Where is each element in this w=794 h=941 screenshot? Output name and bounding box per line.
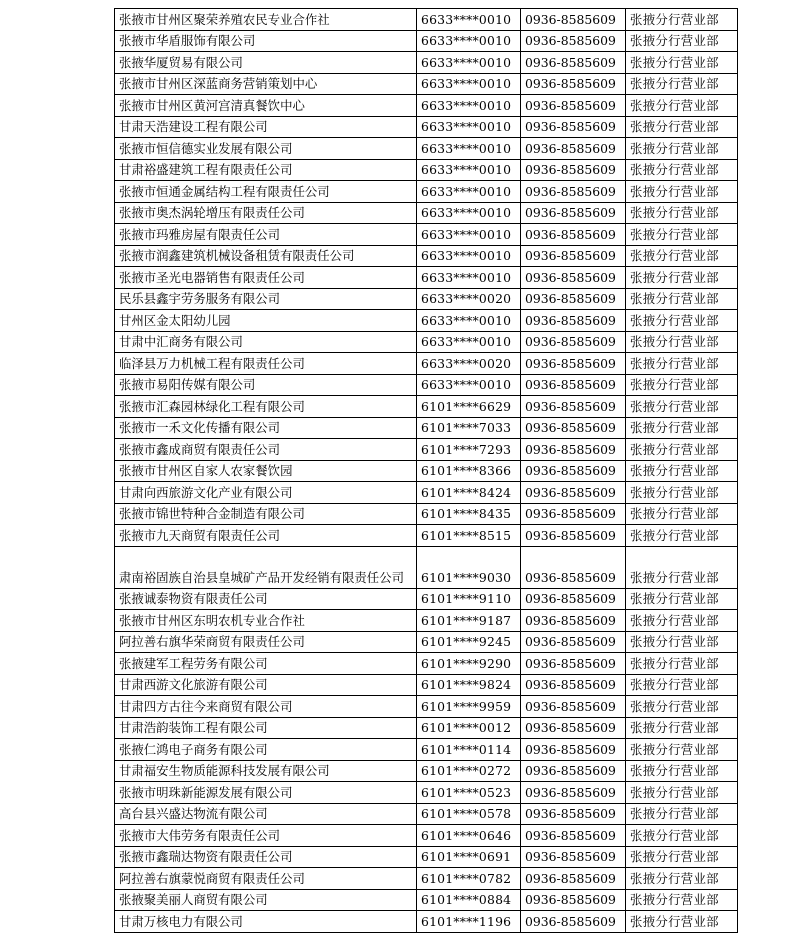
- company-name-cell: 张掖市甘州区东明农机专业合作社: [115, 610, 417, 632]
- branch-name-cell: 张掖分行营业部: [626, 331, 738, 353]
- table-row: [115, 717, 738, 739]
- account-number-cell: 6101****0272: [417, 760, 521, 782]
- company-name-cell: 张掖市大伟劳务有限责任公司: [115, 825, 417, 847]
- table-row: [115, 95, 738, 117]
- company-name-cell: 民乐县鑫宇劳务服务有限公司: [115, 288, 417, 310]
- branch-name-cell: 张掖分行营业部: [626, 610, 738, 632]
- table-row: [115, 439, 738, 461]
- phone-number-cell: 0936-8585609: [521, 224, 626, 246]
- branch-name-cell: 张掖分行营业部: [626, 482, 738, 504]
- company-name-cell: 甘州区金太阳幼儿园: [115, 310, 417, 332]
- company-name-cell: 张掖市恒通金属结构工程有限责任公司: [115, 181, 417, 203]
- branch-name-cell: 张掖分行营业部: [626, 760, 738, 782]
- phone-number-cell: 0936-8585609: [521, 760, 626, 782]
- account-number-cell: 6633****0010: [417, 30, 521, 52]
- branch-name-cell: 张掖分行营业部: [626, 653, 738, 675]
- branch-name-cell: 张掖分行营业部: [626, 825, 738, 847]
- branch-name-cell: 张掖分行营业部: [626, 631, 738, 653]
- company-name-cell: 甘肃浩韵装饰工程有限公司: [115, 717, 417, 739]
- account-number-cell: 6633****0010: [417, 374, 521, 396]
- phone-number-cell: 0936-8585609: [521, 9, 626, 31]
- table-row: [115, 181, 738, 203]
- company-name-cell: 张掖华厦贸易有限公司: [115, 52, 417, 74]
- company-name-cell: 张掖市汇森园林绿化工程有限公司: [115, 396, 417, 418]
- table-row: [115, 653, 738, 675]
- branch-name-cell: 张掖分行营业部: [626, 674, 738, 696]
- phone-number-cell: 0936-8585609: [521, 803, 626, 825]
- account-number-cell: 6633****0010: [417, 138, 521, 160]
- table-row: [115, 610, 738, 632]
- phone-number-cell: 0936-8585609: [521, 696, 626, 718]
- account-number-cell: 6101****8424: [417, 482, 521, 504]
- table-row: [115, 825, 738, 847]
- phone-number-cell: 0936-8585609: [521, 739, 626, 761]
- company-name-cell: 张掖市易阳传媒有限公司: [115, 374, 417, 396]
- account-number-cell: 6633****0010: [417, 267, 521, 289]
- account-number-cell: 6101****8435: [417, 503, 521, 525]
- phone-number-cell: 0936-8585609: [521, 631, 626, 653]
- table-row: [115, 374, 738, 396]
- account-number-cell: 6633****0010: [417, 9, 521, 31]
- table-row: [115, 52, 738, 74]
- table-row: [115, 9, 738, 31]
- account-number-cell: 6101****0523: [417, 782, 521, 804]
- company-name-cell: 甘肃福安生物质能源科技发展有限公司: [115, 760, 417, 782]
- account-number-cell: 6101****1196: [417, 911, 521, 933]
- branch-name-cell: 张掖分行营业部: [626, 116, 738, 138]
- table-row: [115, 889, 738, 911]
- company-name-cell: 张掖市鑫成商贸有限责任公司: [115, 439, 417, 461]
- branch-name-cell: 张掖分行营业部: [626, 310, 738, 332]
- account-number-cell: 6101****9290: [417, 653, 521, 675]
- company-name-cell: 甘肃向西旅游文化产业有限公司: [115, 482, 417, 504]
- company-name-cell: 张掖市甘州区黄河宫清真餐饮中心: [115, 95, 417, 117]
- table-row: [115, 138, 738, 160]
- account-number-cell: 6101****9824: [417, 674, 521, 696]
- phone-number-cell: 0936-8585609: [521, 439, 626, 461]
- table-row: [115, 482, 738, 504]
- company-account-table: [114, 8, 738, 933]
- table-row: [115, 159, 738, 181]
- account-number-cell: 6101****9030: [417, 546, 521, 588]
- table-row: [115, 30, 738, 52]
- phone-number-cell: 0936-8585609: [521, 202, 626, 224]
- branch-name-cell: 张掖分行营业部: [626, 224, 738, 246]
- company-name-cell: 甘肃西游文化旅游有限公司: [115, 674, 417, 696]
- account-number-cell: 6101****9959: [417, 696, 521, 718]
- account-number-cell: 6101****0114: [417, 739, 521, 761]
- phone-number-cell: 0936-8585609: [521, 374, 626, 396]
- phone-number-cell: 0936-8585609: [521, 846, 626, 868]
- phone-number-cell: 0936-8585609: [521, 95, 626, 117]
- account-number-cell: 6101****0884: [417, 889, 521, 911]
- branch-name-cell: 张掖分行营业部: [626, 782, 738, 804]
- phone-number-cell: 0936-8585609: [521, 653, 626, 675]
- phone-number-cell: 0936-8585609: [521, 889, 626, 911]
- branch-name-cell: 张掖分行营业部: [626, 803, 738, 825]
- account-number-cell: 6101****0646: [417, 825, 521, 847]
- account-number-cell: 6633****0010: [417, 331, 521, 353]
- branch-name-cell: 张掖分行营业部: [626, 30, 738, 52]
- branch-name-cell: 张掖分行营业部: [626, 288, 738, 310]
- account-number-cell: 6101****8515: [417, 525, 521, 547]
- account-number-cell: 6633****0020: [417, 288, 521, 310]
- company-name-cell: 张掖市甘州区聚荣养殖农民专业合作社: [115, 9, 417, 31]
- table-row: [115, 503, 738, 525]
- phone-number-cell: 0936-8585609: [521, 30, 626, 52]
- table-row: [115, 116, 738, 138]
- account-number-cell: 6633****0010: [417, 202, 521, 224]
- phone-number-cell: 0936-8585609: [521, 267, 626, 289]
- company-name-cell: 张掖聚美丽人商贸有限公司: [115, 889, 417, 911]
- table-row: [115, 546, 738, 588]
- phone-number-cell: 0936-8585609: [521, 674, 626, 696]
- branch-name-cell: 张掖分行营业部: [626, 52, 738, 74]
- company-name-cell: 临泽县万力机械工程有限责任公司: [115, 353, 417, 375]
- phone-number-cell: 0936-8585609: [521, 159, 626, 181]
- company-name-cell: 张掖市一禾文化传播有限公司: [115, 417, 417, 439]
- phone-number-cell: 0936-8585609: [521, 417, 626, 439]
- branch-name-cell: 张掖分行营业部: [626, 546, 738, 588]
- phone-number-cell: 0936-8585609: [521, 396, 626, 418]
- branch-name-cell: 张掖分行营业部: [626, 525, 738, 547]
- branch-name-cell: 张掖分行营业部: [626, 503, 738, 525]
- phone-number-cell: 0936-8585609: [521, 138, 626, 160]
- company-name-cell: 张掖市润鑫建筑机械设备租赁有限责任公司: [115, 245, 417, 267]
- table-row: [115, 696, 738, 718]
- account-number-cell: 6101****8366: [417, 460, 521, 482]
- phone-number-cell: 0936-8585609: [521, 868, 626, 890]
- phone-number-cell: 0936-8585609: [521, 181, 626, 203]
- phone-number-cell: 0936-8585609: [521, 911, 626, 933]
- table-row: [115, 224, 738, 246]
- phone-number-cell: 0936-8585609: [521, 717, 626, 739]
- phone-number-cell: 0936-8585609: [521, 245, 626, 267]
- table-row: [115, 868, 738, 890]
- table-row: [115, 202, 738, 224]
- account-number-cell: 6633****0010: [417, 116, 521, 138]
- account-number-cell: 6101****9187: [417, 610, 521, 632]
- phone-number-cell: 0936-8585609: [521, 546, 626, 588]
- account-number-cell: 6633****0010: [417, 52, 521, 74]
- account-number-cell: 6101****6629: [417, 396, 521, 418]
- company-name-cell: 张掖市恒信德实业发展有限公司: [115, 138, 417, 160]
- account-number-cell: 6633****0020: [417, 353, 521, 375]
- account-number-cell: 6633****0010: [417, 73, 521, 95]
- phone-number-cell: 0936-8585609: [521, 460, 626, 482]
- table-row: [115, 331, 738, 353]
- branch-name-cell: 张掖分行营业部: [626, 9, 738, 31]
- branch-name-cell: 张掖分行营业部: [626, 696, 738, 718]
- phone-number-cell: 0936-8585609: [521, 353, 626, 375]
- account-number-cell: 6633****0010: [417, 95, 521, 117]
- company-name-cell: 张掖市明珠新能源发展有限公司: [115, 782, 417, 804]
- table-row: [115, 245, 738, 267]
- phone-number-cell: 0936-8585609: [521, 116, 626, 138]
- account-number-cell: 6101****0578: [417, 803, 521, 825]
- company-name-cell: 甘肃裕盛建筑工程有限责任公司: [115, 159, 417, 181]
- account-number-cell: 6101****0012: [417, 717, 521, 739]
- branch-name-cell: 张掖分行营业部: [626, 267, 738, 289]
- company-name-cell: 张掖仁鸿电子商务有限公司: [115, 739, 417, 761]
- account-number-cell: 6101****0691: [417, 846, 521, 868]
- table-row: [115, 396, 738, 418]
- table-row: [115, 782, 738, 804]
- table-row: [115, 911, 738, 933]
- branch-name-cell: 张掖分行营业部: [626, 95, 738, 117]
- phone-number-cell: 0936-8585609: [521, 610, 626, 632]
- phone-number-cell: 0936-8585609: [521, 588, 626, 610]
- branch-name-cell: 张掖分行营业部: [626, 846, 738, 868]
- table-row: [115, 674, 738, 696]
- phone-number-cell: 0936-8585609: [521, 52, 626, 74]
- account-number-cell: 6633****0010: [417, 224, 521, 246]
- table-row: [115, 760, 738, 782]
- table-row: [115, 353, 738, 375]
- phone-number-cell: 0936-8585609: [521, 525, 626, 547]
- table-row: [115, 846, 738, 868]
- company-name-cell: 阿拉善右旗蒙悦商贸有限责任公司: [115, 868, 417, 890]
- phone-number-cell: 0936-8585609: [521, 482, 626, 504]
- branch-name-cell: 张掖分行营业部: [626, 202, 738, 224]
- company-name-cell: 张掖市甘州区深蓝商务营销策划中心: [115, 73, 417, 95]
- branch-name-cell: 张掖分行营业部: [626, 439, 738, 461]
- table-row: [115, 631, 738, 653]
- company-name-cell: 张掖市甘州区自家人农家餐饮园: [115, 460, 417, 482]
- branch-name-cell: 张掖分行营业部: [626, 588, 738, 610]
- branch-name-cell: 张掖分行营业部: [626, 396, 738, 418]
- branch-name-cell: 张掖分行营业部: [626, 73, 738, 95]
- company-name-cell: 高台县兴盛达物流有限公司: [115, 803, 417, 825]
- company-name-cell: 甘肃天浩建设工程有限公司: [115, 116, 417, 138]
- account-number-cell: 6101****0782: [417, 868, 521, 890]
- phone-number-cell: 0936-8585609: [521, 310, 626, 332]
- table-row: [115, 739, 738, 761]
- company-name-cell: 甘肃万核电力有限公司: [115, 911, 417, 933]
- phone-number-cell: 0936-8585609: [521, 825, 626, 847]
- company-name-cell: 肃南裕固族自治县皇城矿产品开发经销有限责任公司: [115, 546, 417, 588]
- branch-name-cell: 张掖分行营业部: [626, 138, 738, 160]
- table-body: [115, 9, 738, 933]
- branch-name-cell: 张掖分行营业部: [626, 181, 738, 203]
- phone-number-cell: 0936-8585609: [521, 503, 626, 525]
- phone-number-cell: 0936-8585609: [521, 782, 626, 804]
- company-name-cell: 阿拉善右旗华荣商贸有限责任公司: [115, 631, 417, 653]
- branch-name-cell: 张掖分行营业部: [626, 911, 738, 933]
- company-name-cell: 张掖市华盾服饰有限公司: [115, 30, 417, 52]
- branch-name-cell: 张掖分行营业部: [626, 417, 738, 439]
- account-number-cell: 6633****0010: [417, 310, 521, 332]
- account-number-cell: 6101****7033: [417, 417, 521, 439]
- branch-name-cell: 张掖分行营业部: [626, 353, 738, 375]
- table-row: [115, 803, 738, 825]
- account-number-cell: 6633****0010: [417, 181, 521, 203]
- branch-name-cell: 张掖分行营业部: [626, 868, 738, 890]
- table-row: [115, 267, 738, 289]
- company-name-cell: 张掖市圣光电器销售有限责任公司: [115, 267, 417, 289]
- table-row: [115, 417, 738, 439]
- table-row: [115, 525, 738, 547]
- branch-name-cell: 张掖分行营业部: [626, 739, 738, 761]
- account-number-cell: 6101****7293: [417, 439, 521, 461]
- phone-number-cell: 0936-8585609: [521, 288, 626, 310]
- branch-name-cell: 张掖分行营业部: [626, 374, 738, 396]
- branch-name-cell: 张掖分行营业部: [626, 889, 738, 911]
- company-name-cell: 张掖市锦世特种合金制造有限公司: [115, 503, 417, 525]
- company-name-cell: 张掖市玛雅房屋有限责任公司: [115, 224, 417, 246]
- company-name-cell: 张掖市奥杰涡轮增压有限责任公司: [115, 202, 417, 224]
- account-number-cell: 6633****0010: [417, 159, 521, 181]
- company-name-cell: 甘肃四方古往今来商贸有限公司: [115, 696, 417, 718]
- branch-name-cell: 张掖分行营业部: [626, 460, 738, 482]
- table-row: [115, 288, 738, 310]
- phone-number-cell: 0936-8585609: [521, 73, 626, 95]
- account-number-cell: 6101****9110: [417, 588, 521, 610]
- table-row: [115, 73, 738, 95]
- company-name-cell: 张掖市九天商贸有限责任公司: [115, 525, 417, 547]
- table-row: [115, 588, 738, 610]
- company-name-cell: 甘肃中汇商务有限公司: [115, 331, 417, 353]
- table-row: [115, 310, 738, 332]
- company-name-cell: 张掖市鑫瑞达物资有限责任公司: [115, 846, 417, 868]
- branch-name-cell: 张掖分行营业部: [626, 717, 738, 739]
- company-name-cell: 张掖诚泰物资有限责任公司: [115, 588, 417, 610]
- branch-name-cell: 张掖分行营业部: [626, 159, 738, 181]
- phone-number-cell: 0936-8585609: [521, 331, 626, 353]
- account-number-cell: 6101****9245: [417, 631, 521, 653]
- table-row: [115, 460, 738, 482]
- account-number-cell: 6633****0010: [417, 245, 521, 267]
- branch-name-cell: 张掖分行营业部: [626, 245, 738, 267]
- company-name-cell: 张掖建军工程劳务有限公司: [115, 653, 417, 675]
